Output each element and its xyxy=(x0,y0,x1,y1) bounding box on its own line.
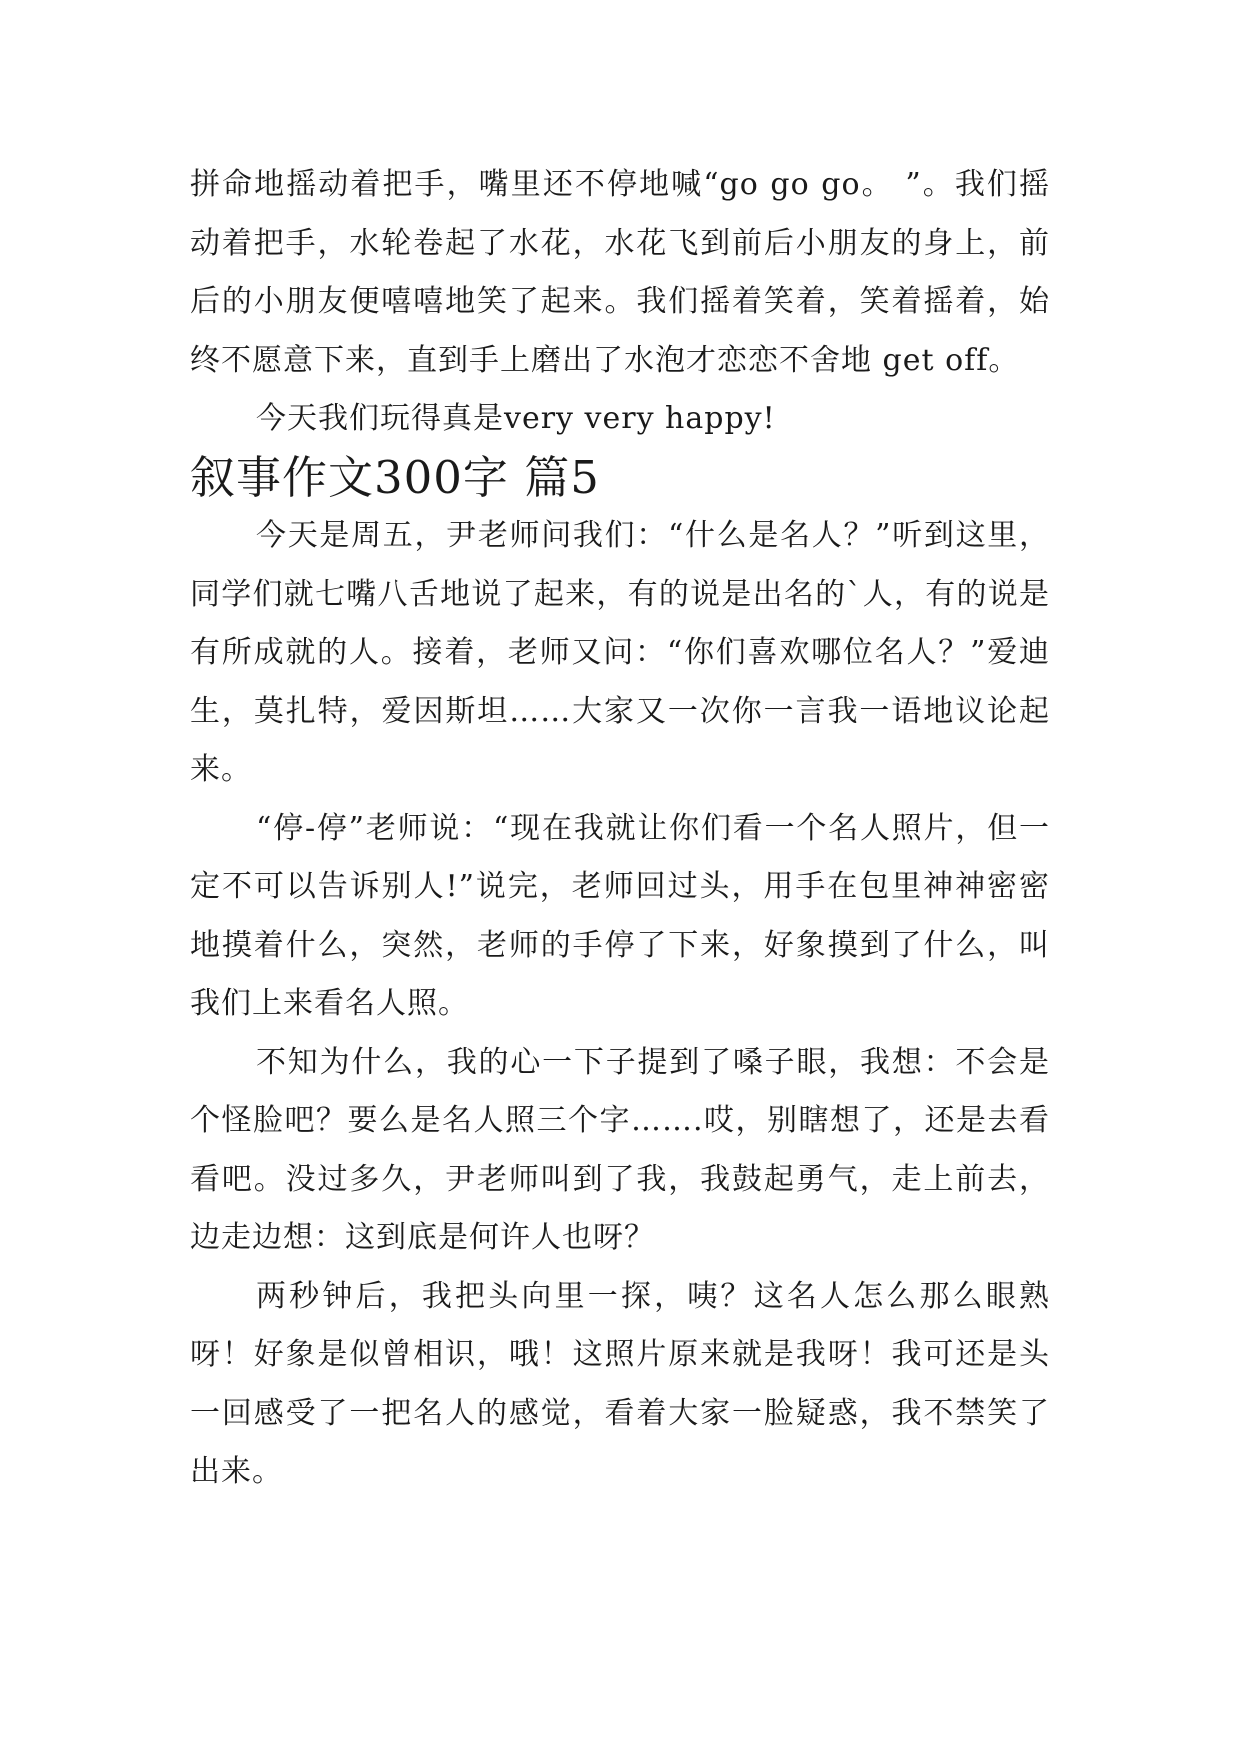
document-body xyxy=(190,156,1050,1502)
paragraph-1: 今天是周五，尹老师问我们：“什么是名人？”听到这里，同学们就七嘴八舌地说了起来，有的说是出名的`人，有的说是有所成就的人。接着，老师又问：“你们喜欢哪位名人？”爱迪生，莫扎特，爱因斯坦……大家又一次你一言我一语地议论起来。 xyxy=(190,518,1050,787)
paragraph-3: 不知为什么，我的心一下子提到了嗓子眼，我想：不会是个怪脸吧？要么是名人照三个字…….哎，别瞎想了，还是去看看吧。没过多久，尹老师叫到了我，我鼓起勇气，走上前去，边走边想：这到底是何许人也呀？ xyxy=(190,1044,1050,1255)
paragraph-continued: 拼命地摇动着把手，嘴里还不停地喊“go go go。 ”。我们摇动着把手，水轮卷起了水花，水花飞到前后小朋友的身上，前后的小朋友便嘻嘻地笑了起来。我们摇着笑着，笑着摇着，始终不愿意下来，直到手上磨出了水泡才恋恋不舍地 get off。 xyxy=(190,167,1050,378)
paragraph-4: 两秒钟后，我把头向里一探，咦？这名人怎么那么眼熟呀！好象是似曾相识，哦！这照片原来就是我呀！我可还是头一回感受了一把名人的感觉，看着大家一脸疑惑，我不禁笑了出来。 xyxy=(190,1278,1050,1489)
paragraph-closing: 今天我们玩得真是very very happy! xyxy=(256,401,776,436)
paragraph-2: “停-停”老师说：“现在我就让你们看一个名人照片，但一定不可以告诉别人!”说完，老师回过头，用手在包里神神密密地摸着什么，突然，老师的手停了下来，好象摸到了什么，叫我们上来看名人照。 xyxy=(190,810,1050,1021)
section-heading: 叙事作文300字 篇5 xyxy=(190,450,600,504)
